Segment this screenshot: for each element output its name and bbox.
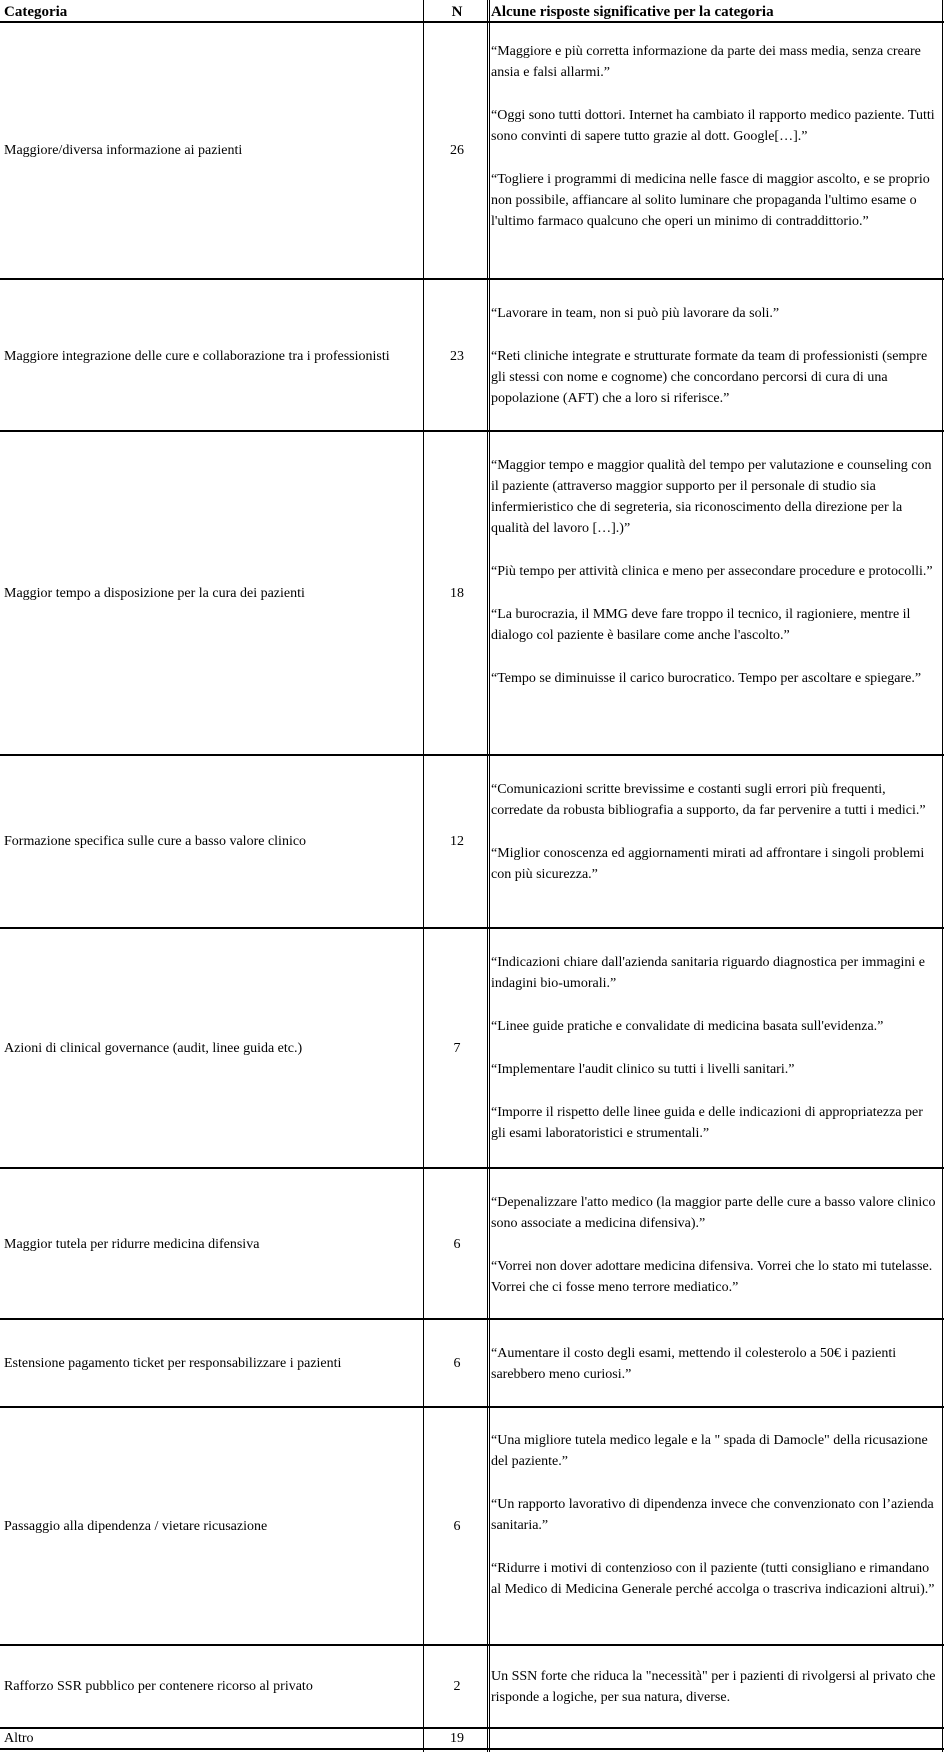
quote-text: “La burocrazia, il MMG deve fare troppo il tecnico, il ragioniere, mentre il dialogo col paziente è basilare come anche l'ascolto.” (491, 607, 911, 643)
header-risposte: Alcune risposte significative per la categoria (491, 4, 774, 20)
row-quotes (491, 1192, 939, 1298)
quote-text: “Lavorare in team, non si può più lavorare da soli.” (491, 306, 780, 321)
quote-text: “Vorrei non dover adottare medicina difensiva. Vorrei che lo stato mi tutelasse. Vorrei che ci fosse meno terrore mediatico.” (491, 1259, 933, 1295)
row-border (0, 927, 944, 929)
row-quotes (491, 1343, 939, 1385)
row-category: Rafforzo SSR pubblico per contenere ricorso al privato (4, 1679, 313, 1694)
row-count: 2 (453, 1679, 461, 1694)
header-categoria: Categoria (4, 4, 68, 20)
row-border (0, 1167, 944, 1169)
header-bottom-border (0, 21, 944, 23)
row-category: Maggiore integrazione delle cure e collaborazione tra i professionisti (4, 349, 390, 364)
quote-text: “Maggior tempo e maggior qualità del tempo per valutazione e counseling con il paziente (attraverso maggior supporto per il personale di studio sia infermieristico che di segreteria, sia riconoscimento della direzione per la qualità del lavoro […].)” (491, 458, 932, 536)
row-border (0, 430, 944, 432)
quote-text: “Ridurre i motivi di contenzioso con il paziente (tutti consigliano e rimandano al Medico di Medicina Generale perché accolga o trascriva indicazioni altrui).” (491, 1561, 935, 1597)
row-quotes (491, 779, 939, 885)
row-count: 6 (453, 1237, 461, 1252)
row-count: 19 (450, 1731, 464, 1746)
row-count: 7 (453, 1041, 461, 1056)
quote-text: “Linee guide pratiche e convalidate di medicina basata sull'evidenza.” (491, 1019, 884, 1034)
row-count: 12 (450, 834, 464, 849)
row-quotes (491, 1666, 939, 1708)
column-divider-mid-left (487, 0, 488, 1752)
quote-text: “Oggi sono tutti dottori. Internet ha cambiato il rapporto medico paziente. Tutti sono convinti di sapere tutto grazie al dott. Google[…].” (491, 108, 935, 144)
quote-text: “Maggiore e più corretta informazione da parte dei mass media, senza creare ansia e falsi allarmi.” (491, 44, 921, 80)
row-count: 23 (450, 349, 464, 364)
quote-text: “Aumentare il costo degli esami, mettendo il colesterolo a 50€ i pazienti sarebbero meno curiosi.” (491, 1346, 897, 1382)
row-quotes (491, 41, 939, 232)
quote-text: “Miglior conoscenza ed aggiornamenti mirati ad affrontare i singoli problemi con più sicurezza.” (491, 846, 925, 882)
quote-text: “Una migliore tutela medico legale e la " spada di Damocle" della ricusazione del paziente.” (491, 1433, 928, 1469)
quote-text: “Un rapporto lavorativo di dipendenza invece che convenzionato con l’azienda sanitaria.” (491, 1497, 934, 1533)
row-border (0, 754, 944, 756)
quote-text: “Implementare l'audit clinico su tutti i livelli sanitari.” (491, 1062, 795, 1077)
column-divider-left (423, 0, 424, 1752)
quote-text: “Imporre il rispetto delle linee guida e delle indicazioni di appropriatezza per gli esami laboratoristici e strumentali.” (491, 1105, 923, 1141)
row-count: 26 (450, 143, 464, 158)
table-bottom-border (0, 1748, 944, 1750)
row-count: 6 (453, 1519, 461, 1534)
table-right-border (942, 0, 943, 1752)
row-category: Maggiore/diversa informazione ai pazienti (4, 143, 243, 158)
row-category: Maggior tempo a disposizione per la cura dei pazienti (4, 586, 305, 601)
row-count: 18 (450, 586, 464, 601)
row-quotes (491, 455, 939, 689)
column-divider-mid-right (489, 0, 490, 1752)
row-count: 6 (453, 1356, 461, 1371)
row-border (0, 1406, 944, 1408)
row-quotes (491, 1430, 939, 1600)
row-border (0, 1644, 944, 1646)
row-quotes (491, 952, 939, 1144)
row-category: Estensione pagamento ticket per responsabilizzare i pazienti (4, 1356, 342, 1371)
header-n: N (451, 4, 463, 20)
row-border (0, 1318, 944, 1320)
row-category: Formazione specifica sulle cure a basso valore clinico (4, 834, 307, 849)
row-quotes (491, 303, 939, 409)
quote-text: “Tempo se diminuisse il carico burocratico. Tempo per ascoltare e spiegare.” (491, 671, 922, 686)
quote-text: “Comunicazioni scritte brevissime e costanti sugli errori più frequenti, corredate da robusta bibliografia a supporto, da far pervenire a tutti i medici.” (491, 782, 926, 818)
row-category: Azioni di clinical governance (audit, linee guida etc.) (4, 1041, 303, 1056)
row-border (0, 278, 944, 280)
row-border (0, 1727, 944, 1729)
quote-text: “Togliere i programmi di medicina nelle fasce di maggior ascolto, e se proprio non possibile, affiancare al solito luminare che propaganda l'ultimo esame o l'ultimo farmaco qualcuno che operi un minimo di contraddittorio.” (491, 172, 930, 229)
row-category: Passaggio alla dipendenza / vietare ricusazione (4, 1519, 268, 1534)
quote-text: “Più tempo per attività clinica e meno per assecondare procedure e protocolli.” (491, 564, 933, 579)
quote-text: “Depenalizzare l'atto medico (la maggior parte delle cure a basso valore clinico sono associate a medicina difensiva).” (491, 1195, 936, 1231)
row-category: Altro (4, 1731, 34, 1746)
quote-text: “Reti cliniche integrate e strutturate formate da team di professionisti (sempre gli stessi con nome e cognome) che concordano percorsi di cura di una popolazione (AFT) che a loro si riferisce.” (491, 349, 928, 406)
quote-text: “Indicazioni chiare dall'azienda sanitaria riguardo diagnostica per immagini e indagini bio-umorali.” (491, 955, 925, 991)
row-category: Maggior tutela per ridurre medicina difensiva (4, 1237, 260, 1252)
quote-text: Un SSN forte che riduca la "necessità" per i pazienti di rivolgersi al privato che risponde a logiche, per sua natura, diverse. (491, 1669, 936, 1705)
